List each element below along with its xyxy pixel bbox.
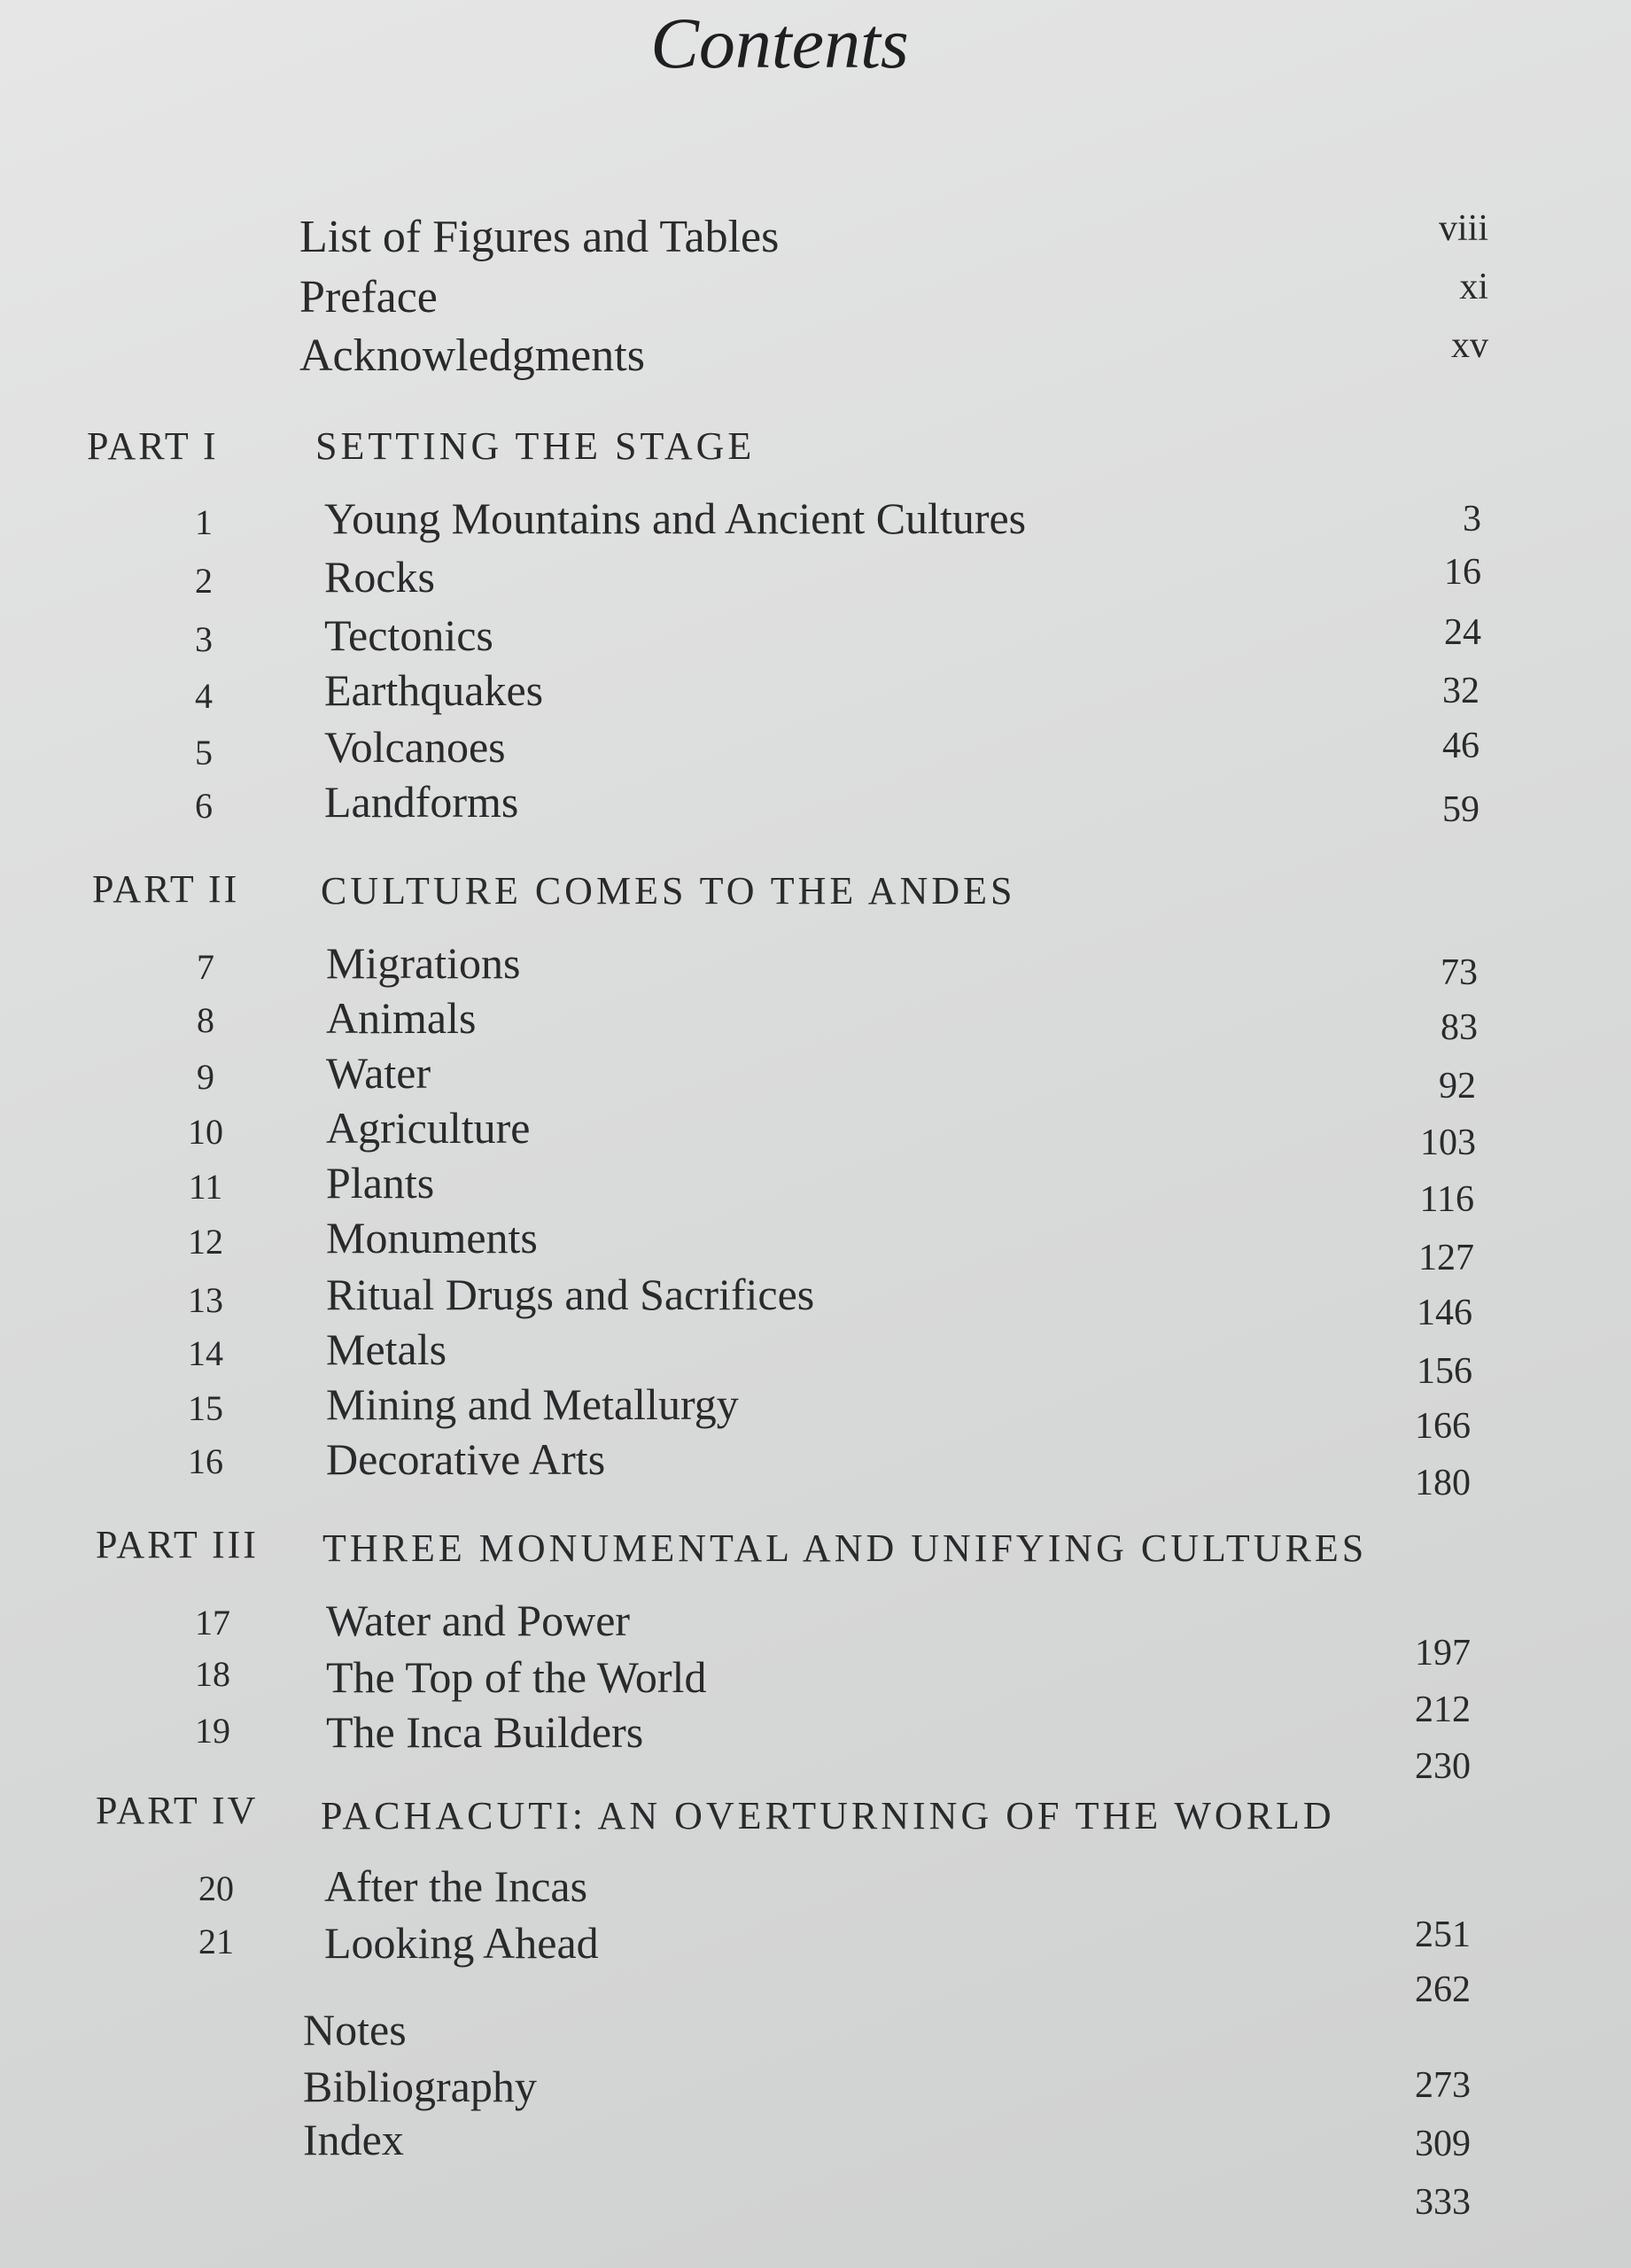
chapter-number: 9 (197, 1057, 214, 1097)
chapter-page: 262 (1415, 1969, 1471, 2010)
chapter-page: 116 (1419, 1179, 1474, 1220)
chapter-title: Plants (326, 1158, 435, 1208)
chapter-title: The Top of the World (326, 1652, 707, 1702)
chapter-number: 10 (188, 1112, 223, 1152)
chapter-number: 14 (188, 1333, 223, 1373)
part-label: PART I (87, 424, 219, 468)
toc-back-page: 273 (1415, 2065, 1471, 2106)
chapter-number: 3 (195, 619, 213, 659)
toc-front-title: Preface (299, 272, 438, 322)
chapter-title: Metals (326, 1324, 447, 1374)
chapter-number: 15 (188, 1388, 223, 1428)
chapter-number: 6 (195, 786, 213, 826)
chapter-page: 146 (1417, 1293, 1472, 1333)
chapter-page: 230 (1415, 1746, 1471, 1787)
page-title: Contents (650, 3, 909, 83)
chapter-title: Young Mountains and Ancient Cultures (324, 493, 1027, 543)
chapter-number: 20 (198, 1868, 234, 1908)
chapter-number: 17 (195, 1603, 230, 1643)
chapter-page: 83 (1441, 1007, 1478, 1048)
chapter-number: 12 (188, 1222, 223, 1262)
chapter-title: Tectonics (324, 610, 493, 660)
chapter-number: 11 (188, 1167, 223, 1207)
chapter-page: 16 (1444, 552, 1481, 593)
toc-front-title: List of Figures and Tables (299, 212, 780, 262)
chapter-page: 46 (1442, 726, 1480, 766)
toc-back-page: 309 (1415, 2124, 1471, 2164)
chapter-page: 73 (1441, 952, 1478, 993)
chapter-title: After the Incas (324, 1861, 588, 1911)
chapter-title: Monuments (326, 1213, 538, 1262)
toc-back-title: Index (303, 2115, 404, 2164)
part-label: PART III (96, 1523, 259, 1566)
chapter-number: 16 (188, 1441, 223, 1481)
chapter-page: 180 (1415, 1463, 1471, 1503)
chapter-title: Migrations (326, 938, 521, 988)
part-title: CULTURE COMES TO THE ANDES (321, 869, 1016, 913)
part-label: PART II (92, 867, 240, 911)
part-title: PACHACUTI: AN OVERTURNING OF THE WORLD (321, 1794, 1335, 1837)
chapter-title: Landforms (324, 777, 519, 827)
toc-front-page: viii (1438, 208, 1488, 249)
chapter-page: 127 (1418, 1238, 1474, 1278)
chapter-title: Earthquakes (324, 665, 544, 715)
toc-front-title: Acknowledgments (299, 330, 645, 381)
chapter-page: 251 (1415, 1915, 1471, 1955)
chapter-title: Ritual Drugs and Sacrifices (326, 1270, 815, 1319)
toc-back-title: Notes (303, 2005, 407, 2054)
toc-front-page: xi (1459, 267, 1488, 307)
chapter-number: 13 (188, 1280, 223, 1320)
chapter-page: 92 (1439, 1066, 1476, 1107)
chapter-page: 59 (1442, 789, 1480, 830)
chapter-title: Mining and Metallurgy (326, 1379, 739, 1429)
toc-back-title: Bibliography (303, 2062, 537, 2111)
chapter-page: 3 (1463, 499, 1481, 540)
chapter-number: 5 (195, 733, 213, 773)
chapter-title: Animals (326, 993, 477, 1043)
chapter-page: 32 (1442, 671, 1480, 711)
chapter-number: 7 (197, 947, 214, 987)
chapter-number: 18 (195, 1654, 230, 1694)
chapter-page: 156 (1417, 1351, 1472, 1392)
chapter-number: 2 (195, 561, 213, 601)
toc-back-page: 333 (1415, 2182, 1471, 2223)
chapter-number: 19 (195, 1711, 230, 1751)
chapter-page: 103 (1420, 1122, 1476, 1163)
chapter-title: Volcanoes (324, 722, 506, 772)
chapter-title: Agriculture (326, 1103, 531, 1153)
chapter-title: Water and Power (326, 1596, 631, 1645)
part-title: SETTING THE STAGE (315, 424, 756, 468)
toc-front-page: xv (1451, 325, 1488, 366)
chapter-number: 1 (195, 502, 213, 542)
chapter-title: Decorative Arts (326, 1434, 606, 1484)
chapter-page: 24 (1444, 612, 1481, 653)
chapter-page: 212 (1415, 1689, 1471, 1730)
chapter-title: Rocks (324, 552, 435, 602)
chapter-title: Looking Ahead (324, 1918, 599, 1968)
chapter-number: 21 (198, 1922, 234, 1961)
chapter-title: Water (326, 1048, 431, 1098)
chapter-number: 8 (197, 1000, 214, 1040)
chapter-title: The Inca Builders (326, 1707, 644, 1757)
chapter-number: 4 (195, 676, 213, 716)
chapter-page: 166 (1415, 1406, 1471, 1447)
part-title: THREE MONUMENTAL AND UNIFYING CULTURES (322, 1526, 1368, 1570)
part-label: PART IV (96, 1789, 259, 1832)
chapter-page: 197 (1415, 1633, 1471, 1674)
